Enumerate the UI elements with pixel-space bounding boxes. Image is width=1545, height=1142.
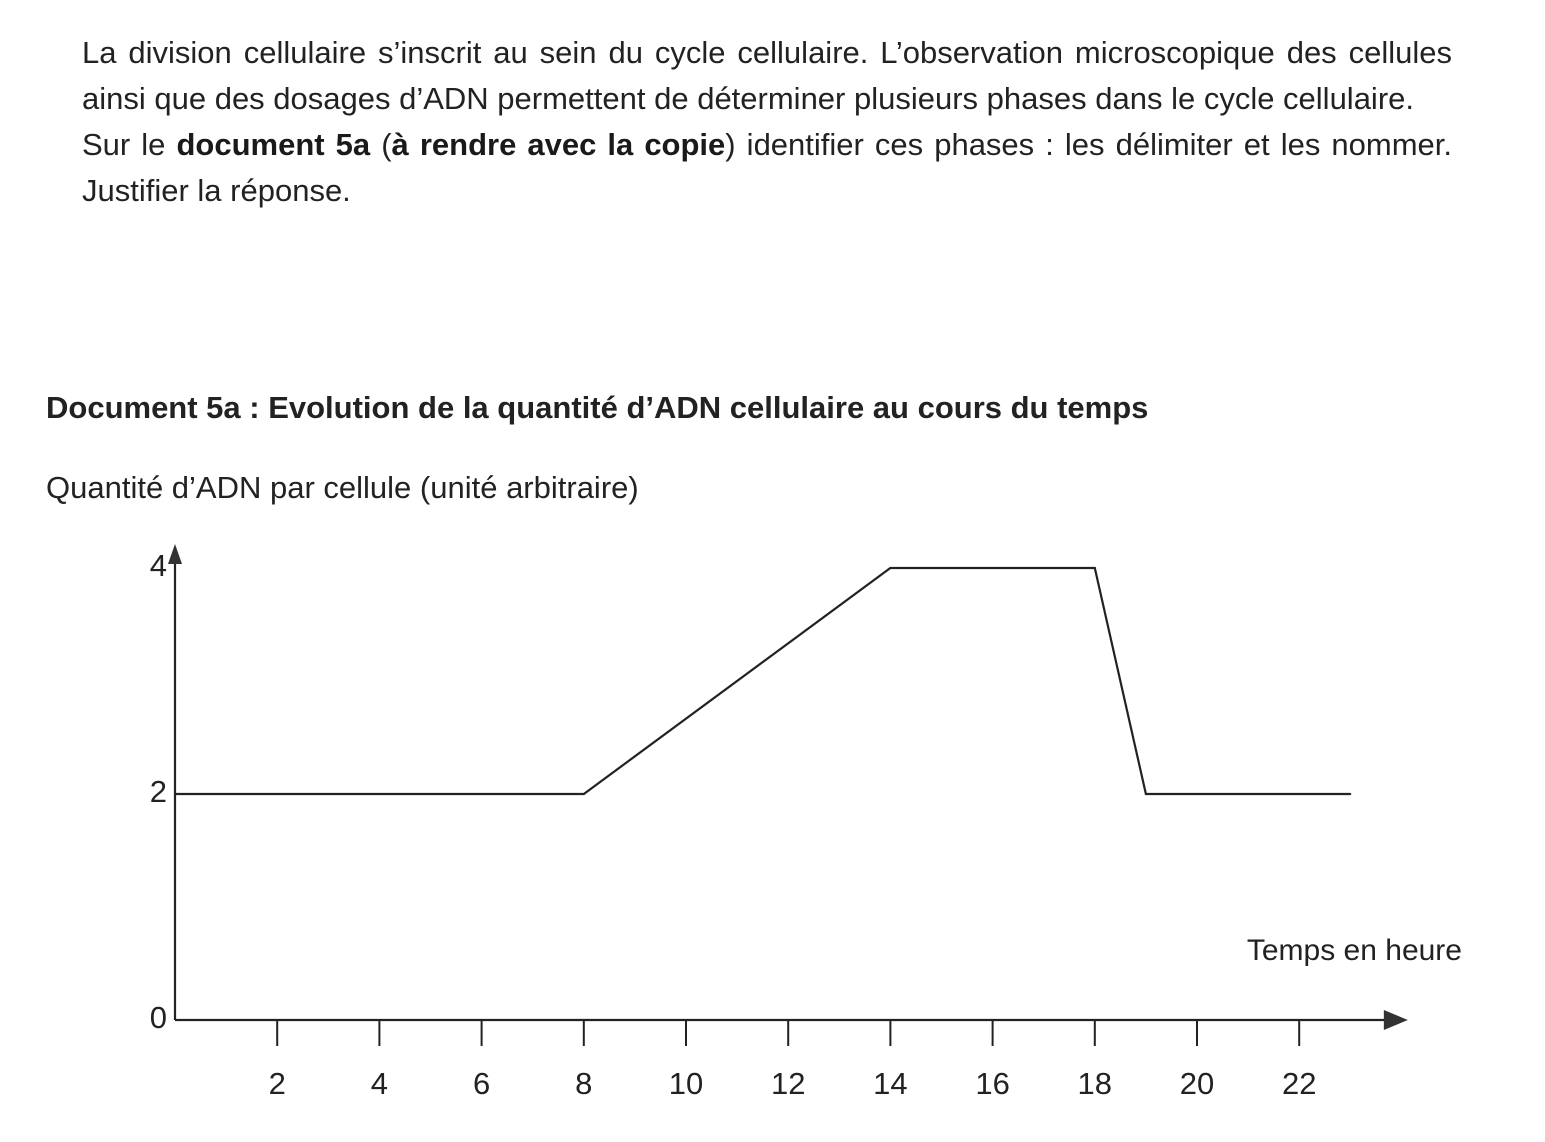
y-tick-label-4: 4 xyxy=(149,548,167,583)
x-tick-label-20: 20 xyxy=(1179,1066,1215,1101)
data-point-1-4 xyxy=(1094,567,1096,569)
x-tick-label-4: 4 xyxy=(370,1066,389,1101)
data-point-1-5 xyxy=(1145,793,1147,795)
x-tick-label-22: 22 xyxy=(1281,1066,1317,1101)
x-tick-label-18: 18 xyxy=(1077,1066,1113,1101)
x-axis-title: Temps en heure xyxy=(1246,934,1462,967)
x-tick-label-12: 12 xyxy=(770,1066,806,1101)
y-axis-arrow xyxy=(168,544,182,564)
x-tick-label-8: 8 xyxy=(575,1066,593,1101)
intro-p2-part-a: Sur le xyxy=(82,127,177,162)
x-tick-label-14: 14 xyxy=(873,1066,908,1101)
x-tick-label-6: 6 xyxy=(472,1066,491,1101)
x-tick-label-10: 10 xyxy=(668,1066,704,1101)
chart-title: Document 5a : Evolution de la quantité d’ADN cellulaire au cours du temps xyxy=(46,390,1149,425)
chart-ticks xyxy=(150,548,1317,1101)
intro-p2-part-c: ( xyxy=(370,127,392,162)
series-line-1 xyxy=(175,568,1350,794)
x-tick-label-16: 16 xyxy=(975,1066,1010,1101)
x-axis-arrow xyxy=(1384,1010,1408,1030)
return-instruction: à rendre avec la copie xyxy=(391,127,726,162)
chart-axes xyxy=(168,544,1408,1030)
intro-p2-part-e: ) identifier ces phases : les délimiter et les nommer. Justifier la réponse. xyxy=(82,127,1452,208)
y-tick-label-2: 2 xyxy=(149,774,167,809)
intro-paragraph-1: La division cellulaire s’inscrit au sein du cycle cellulaire. L’observation microscopique des cellules ainsi que des dosages d’ADN permettent de déterminer plusieurs phases dans le cycle cellulaire. xyxy=(82,35,1452,116)
x-tick-label-2: 2 xyxy=(268,1066,286,1101)
chart-series xyxy=(174,567,1351,795)
data-point-1-2 xyxy=(583,793,585,795)
data-point-1-3 xyxy=(889,567,891,569)
data-point-1-6 xyxy=(1349,793,1351,795)
document-reference: document 5a xyxy=(176,127,371,162)
data-point-1-1 xyxy=(174,793,176,795)
y-tick-label-0: 0 xyxy=(149,1000,167,1035)
y-axis-title: Quantité d’ADN par cellule (unité arbitraire) xyxy=(46,470,639,505)
